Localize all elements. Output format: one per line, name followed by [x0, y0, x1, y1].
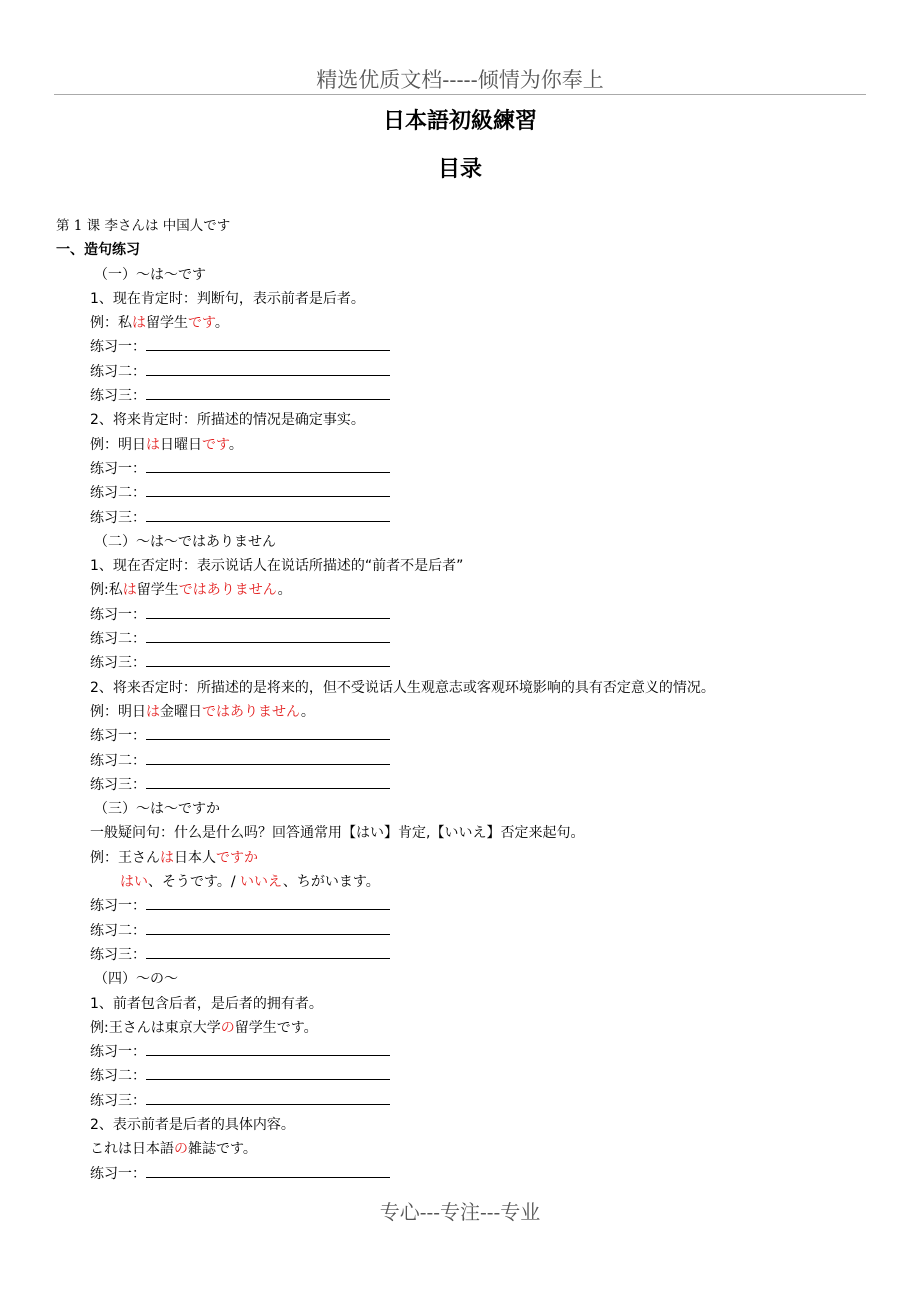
practice-line: 练习三： [56, 1089, 866, 1113]
practice-line: 练习一： [56, 1040, 866, 1064]
example-answer: はい、そうです。/ いいえ、ちがいます。 [120, 874, 380, 891]
practice-line: 练习二： [56, 360, 866, 384]
answer-blank[interactable] [146, 725, 390, 740]
answer-blank[interactable] [146, 944, 390, 959]
rule-text: 2、表示前者是后者的具体内容。 [90, 1116, 295, 1133]
page-footer: 专心---专注---专业 [379, 1200, 541, 1224]
rule-text: 2、将来肯定时：所描述的情况是确定事实。 [90, 412, 365, 429]
practice-line: 练习二： [56, 627, 866, 651]
practice-line: 练习三： [56, 651, 866, 675]
answer-blank[interactable] [146, 1163, 390, 1178]
practice-line: 练习三： [56, 943, 866, 967]
example-sentence: 例:私は留学生ではありません。 [90, 582, 292, 599]
practice-line: 练习二： [56, 481, 866, 505]
answer-blank[interactable] [146, 507, 390, 522]
rule-text: 1、前者包含后者，是后者的拥有者。 [90, 995, 323, 1012]
pattern-heading: （二）～は～ではありません [94, 533, 276, 550]
answer-blank[interactable] [146, 604, 390, 619]
document-body [56, 214, 866, 1186]
answer-blank[interactable] [146, 774, 390, 789]
answer-blank[interactable] [146, 920, 390, 935]
practice-line: 练习一： [56, 335, 866, 359]
answer-blank[interactable] [146, 336, 390, 351]
example-sentence: 例：王さんは日本人ですか [90, 849, 258, 866]
rule-text: 一般疑问句：什么是什么吗？回答通常用【はい】肯定,【いいえ】否定来起句。 [90, 825, 585, 842]
example-sentence: 例：明日は日曜日です。 [90, 436, 243, 453]
document-title: 日本語初級練習 [382, 109, 537, 134]
pattern-heading: （四）～の～ [94, 971, 178, 988]
toc-title: 目录 [437, 157, 482, 182]
example-sentence: 例：明日は金曜日ではありません。 [90, 703, 315, 720]
answer-blank[interactable] [146, 385, 390, 400]
rule-text: 1、现在肯定时：判断句，表示前者是后者。 [90, 290, 365, 307]
example-sentence: これは日本語の雑誌です。 [90, 1141, 257, 1158]
pattern-heading: （三）～は～ですか [94, 801, 220, 818]
section-heading: 一、造句练习 [56, 242, 140, 259]
practice-line: 练习二： [56, 749, 866, 773]
practice-line: 练习三： [56, 384, 866, 408]
practice-line: 练习一： [56, 724, 866, 748]
answer-blank[interactable] [146, 458, 390, 473]
answer-blank[interactable] [146, 628, 390, 643]
lesson-title: 第 1 课 李さんは 中国人です [56, 218, 231, 234]
practice-line: 练习三： [56, 773, 866, 797]
example-sentence: 例：私は留学生です。 [90, 315, 229, 332]
pattern-heading: （一）～は～です [94, 266, 206, 283]
practice-line: 练习一： [56, 457, 866, 481]
practice-line: 练习一： [56, 603, 866, 627]
practice-line: 练习三： [56, 506, 866, 530]
answer-blank[interactable] [146, 1065, 390, 1080]
answer-blank[interactable] [146, 750, 390, 765]
page-header: 精选优质文档-----倾情为你奉上 [316, 68, 604, 92]
answer-blank[interactable] [146, 361, 390, 376]
practice-line: 练习一： [56, 894, 866, 918]
practice-line: 练习二： [56, 1064, 866, 1088]
example-sentence: 例:王さんは東京大学の留学生です。 [90, 1019, 318, 1036]
rule-text: 1、现在否定时：表示说话人在说话所描述的“前者不是后者” [90, 558, 464, 575]
practice-line: 练习二： [56, 919, 866, 943]
answer-blank[interactable] [146, 895, 390, 910]
answer-blank[interactable] [146, 1090, 390, 1105]
answer-blank[interactable] [146, 652, 390, 667]
answer-blank[interactable] [146, 482, 390, 497]
header-rule [54, 94, 866, 95]
rule-text: 2、将来否定时：所描述的是将来的，但不受说话人生观意志或客观环境影响的具有否定意义的情况。 [90, 679, 715, 696]
practice-line: 练习一： [56, 1162, 866, 1186]
answer-blank[interactable] [146, 1041, 390, 1056]
